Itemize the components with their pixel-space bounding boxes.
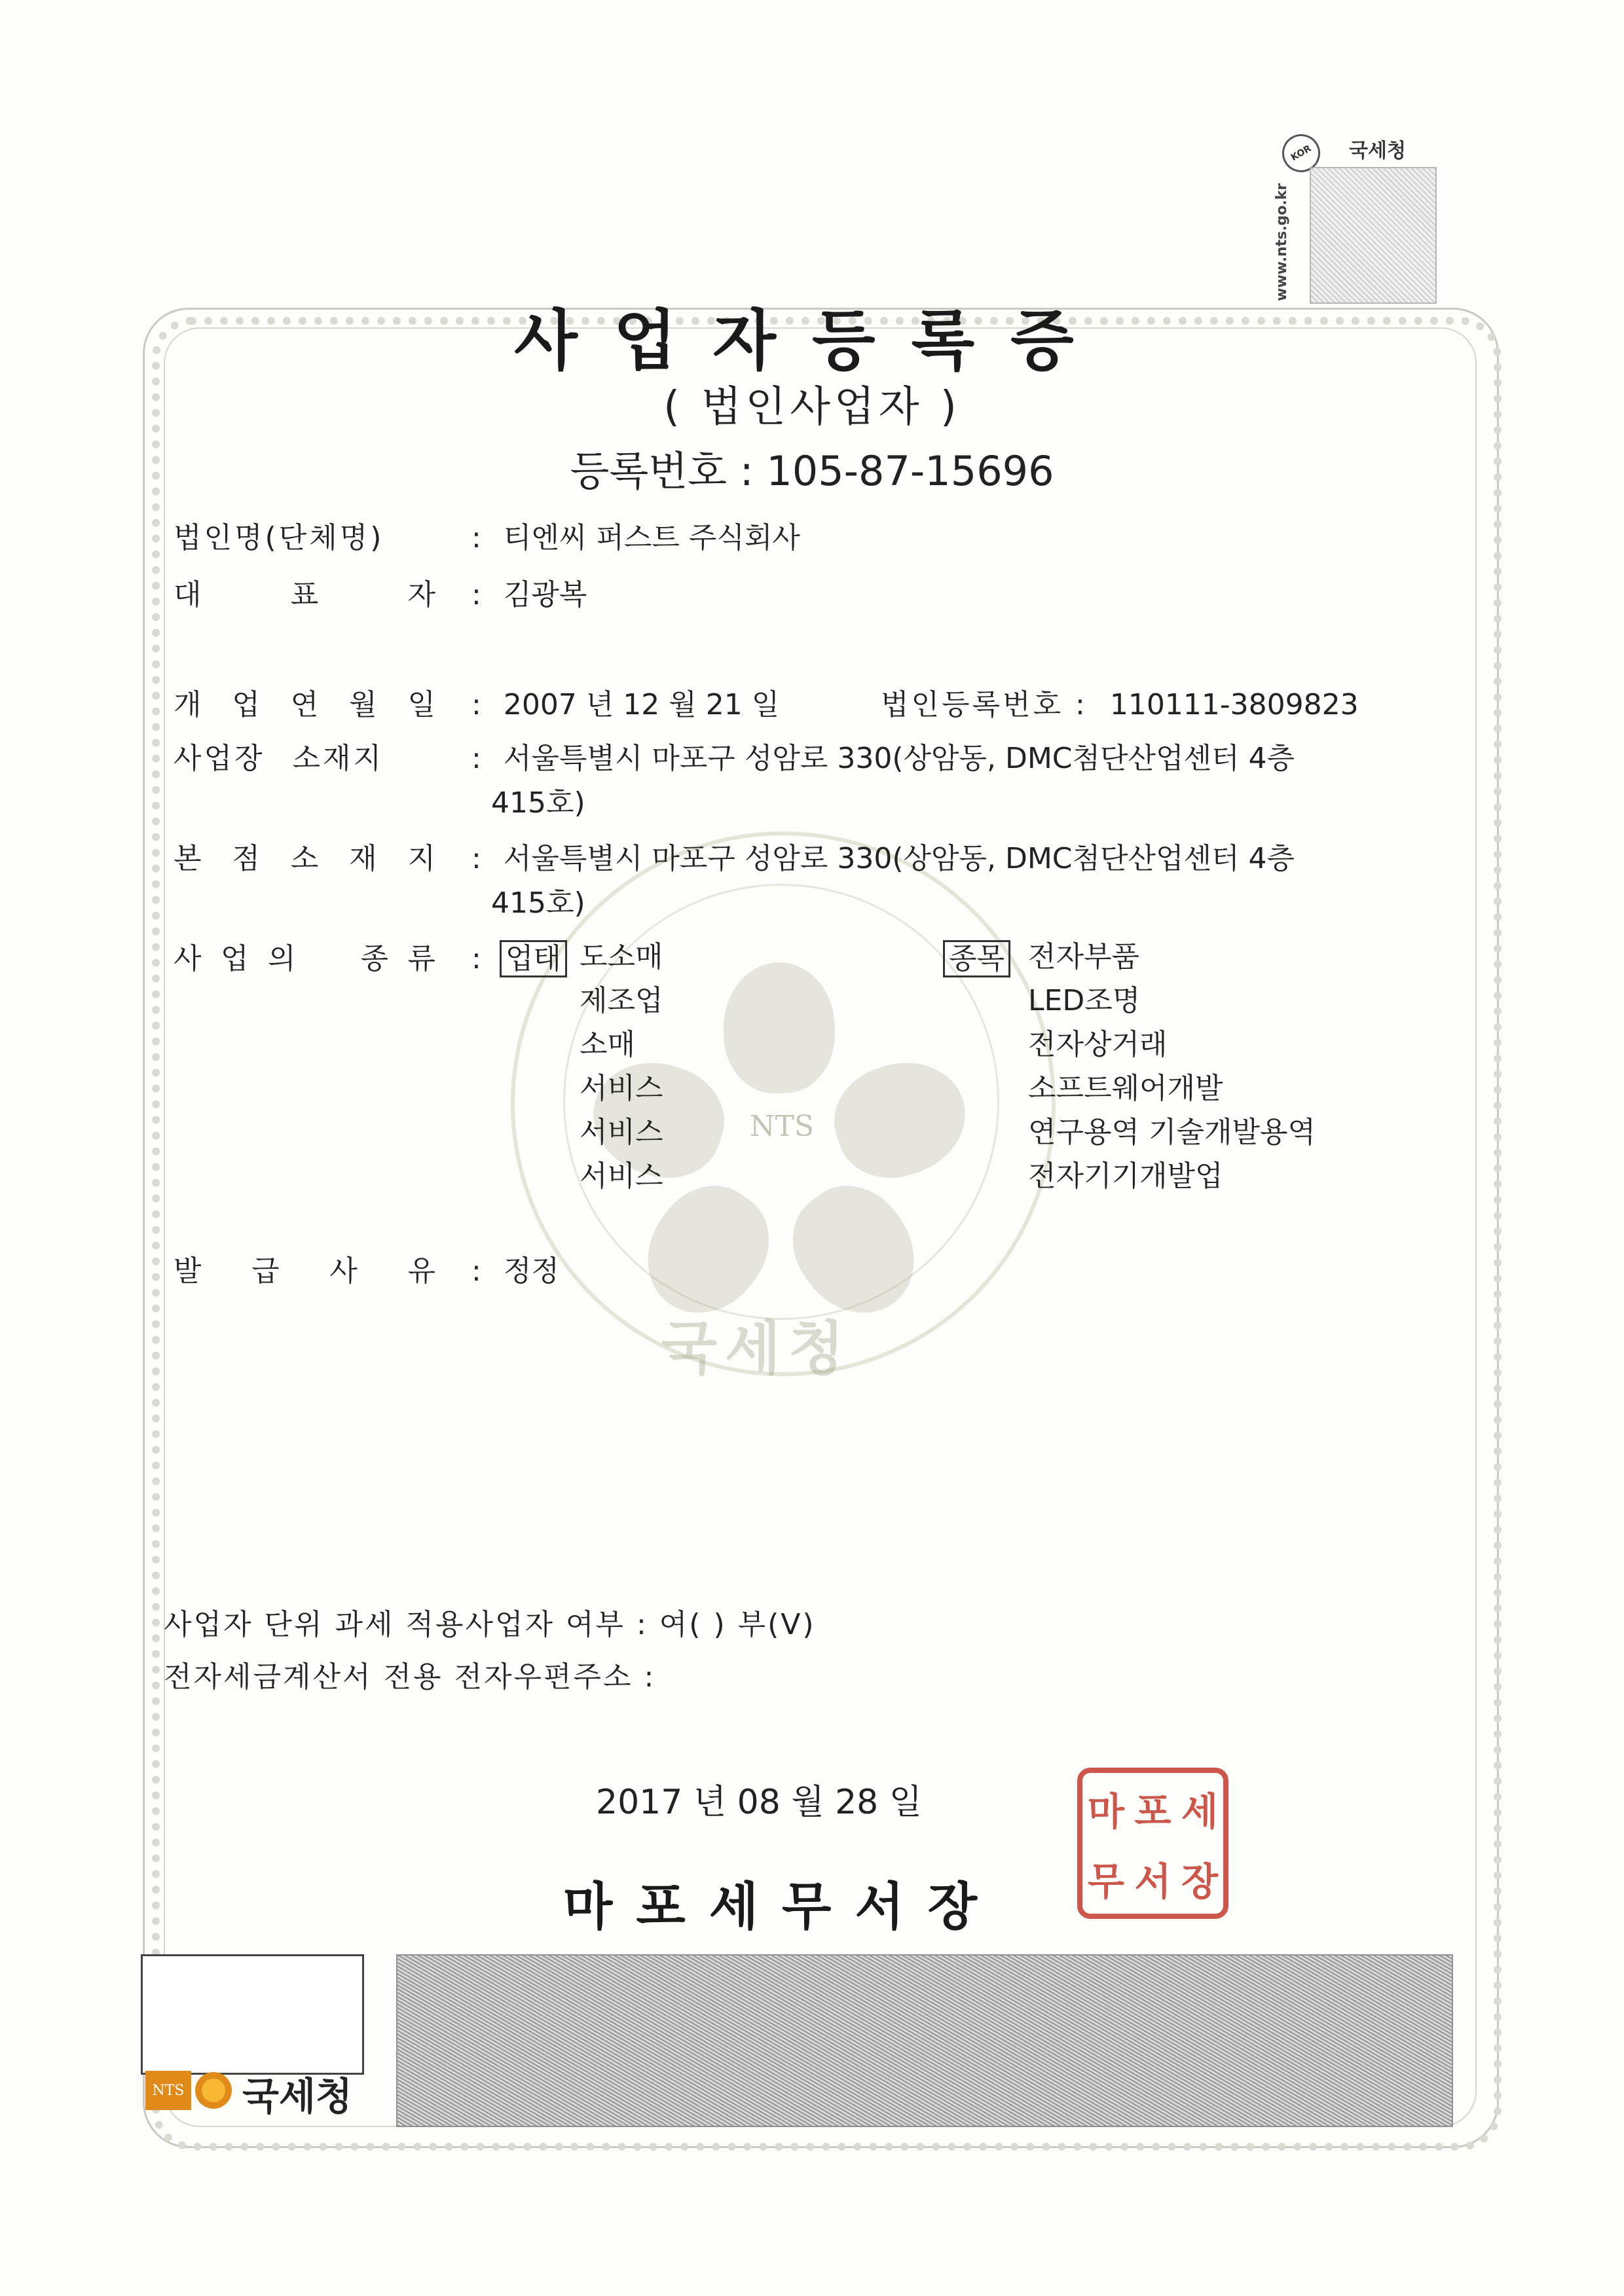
list-item: 서비스 [580,1116,663,1149]
tax-office-name: 마포세무서장 [563,1878,1001,1937]
footer-agency-name: 국세청 [242,2074,353,2119]
business-item-tag: 종목 [943,940,1010,977]
business-type-list [580,935,663,1198]
field-corp-name [174,514,800,556]
list-item: LED조명 [1028,984,1141,1017]
watermark-nts-text: NTS [750,1110,814,1143]
list-item: 전자부품 [1028,940,1140,974]
document-subtitle: ( 법인사업자 ) [663,383,961,431]
official-seal-stamp: 마 포 세 무 서 장 [1077,1768,1228,1919]
tax-unit-status: 사업자 단위 과세 적용사업자 여부 : 여( ) 부(V) [164,1608,816,1641]
field-label: 법인등록번호 : [881,688,1088,721]
document-title: 사업자등록증 [514,302,1110,379]
qr-url-text: www.nts.go.kr [1274,183,1290,301]
field-head-office-cont: 415호) [491,886,585,920]
field-label: 사업장 소재지 [174,742,384,775]
watermark-agency-name: 국세청 [661,1315,853,1382]
field-value: 서울특별시 마포구 성암로 330(상암동, DMC첨단산업센터 4층 [503,842,1295,875]
nts-logo-icon: NTS [145,2071,191,2110]
field-issue-reason [174,1247,559,1289]
field-label: 본 점 소 재 지 [174,842,435,875]
field-sep: : [471,1254,481,1288]
qr-agency-label: 국세청 [1349,139,1406,162]
blank-box [141,1954,364,2075]
field-corp-reg-no [881,681,1359,723]
list-item: 소프트웨어개발 [1028,1072,1223,1105]
business-item-tag-wrap [943,935,1010,977]
field-head-office [174,835,1295,877]
nts-flower-icon [195,2072,232,2109]
list-item: 서비스 [580,1159,663,1193]
field-sep: : [471,688,481,721]
issue-date: 2017 년 08 월 28 일 [596,1783,923,1822]
list-item: 전자상거래 [1028,1028,1168,1061]
field-sep: : [471,521,481,555]
security-pattern [396,1954,1453,2127]
watermark-petal [724,962,835,1093]
field-label: 발 급 사 유 [174,1254,435,1288]
field-sep: : [471,578,481,611]
field-value: 2007 년 12 월 21 일 [503,688,780,721]
field-business-type [174,935,567,977]
security-qr-code [1310,167,1437,304]
registration-number: 등록번호 : 105-87-15696 [570,447,1054,495]
list-item: 소매 [580,1028,636,1061]
business-type-tag: 업태 [500,940,567,977]
field-label: 개 업 연 월 일 [174,688,435,721]
list-item: 전자기기개발업 [1028,1159,1223,1193]
field-value: 김광복 [503,578,587,611]
field-representative [174,571,587,613]
field-value: 정정 [503,1254,559,1288]
field-label: 대 표 자 [174,578,435,611]
list-item: 도소매 [580,940,663,974]
business-item-list [1028,935,1316,1198]
e-invoice-email: 전자세금계산서 전용 전자우편주소 : [164,1660,656,1694]
field-sep: : [471,742,481,775]
field-value: 티엔씨 퍼스트 주식회사 [503,521,800,555]
list-item: 제조업 [580,984,663,1017]
field-sep: : [471,942,481,975]
field-sep: : [471,842,481,875]
kor-badge-icon: KOR [1275,127,1327,179]
field-value: 110111-3809823 [1109,688,1359,721]
field-value: 서울특별시 마포구 성암로 330(상암동, DMC첨단산업센터 4층 [503,742,1295,775]
field-opening-date [174,681,779,723]
field-business-address [174,735,1295,776]
field-business-address-cont: 415호) [491,786,585,820]
list-item: 서비스 [580,1072,663,1105]
field-label: 사 업 의 종 류 [174,942,435,975]
list-item: 연구용역 기술개발용역 [1028,1116,1316,1149]
field-label: 법인명(단체명) [174,521,384,555]
